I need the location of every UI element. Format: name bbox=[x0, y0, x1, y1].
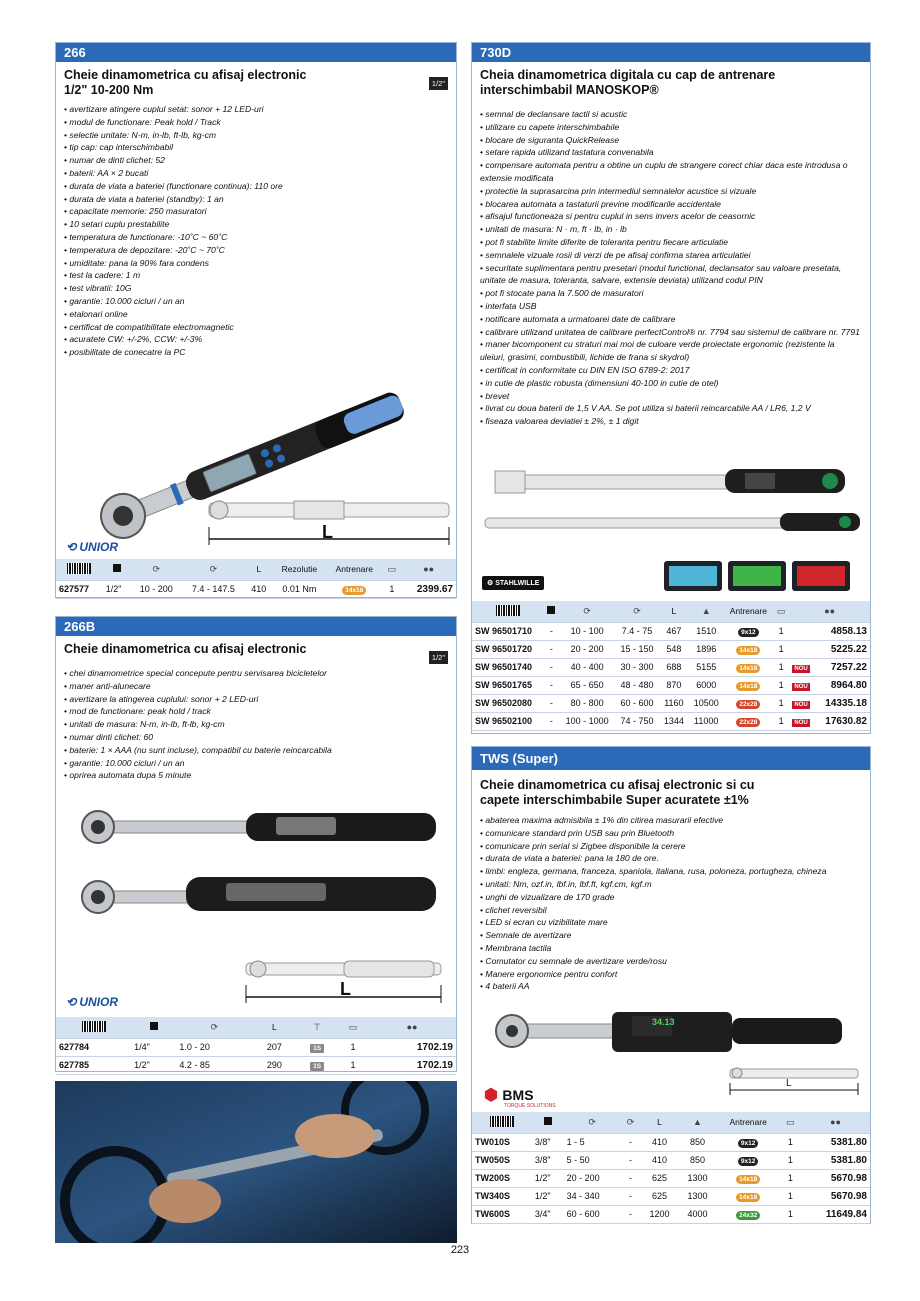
col-length: L bbox=[252, 1017, 296, 1038]
display-variants bbox=[664, 561, 850, 591]
feature-item: • unitati: Nm, ozf.in, lbf.in, lbf.ft, kgf.cm, kgf.m bbox=[480, 878, 862, 891]
feature-item: • numar dinti clichet: 60 bbox=[64, 731, 448, 744]
table-row: SW 96501710 - 10 - 100 7.4 - 75 467 1510 9x12 1 4858.13 bbox=[472, 622, 870, 640]
table-row: SW 96501740 - 40 - 400 30 - 300 688 5155 14x18 1 NOU 7257.22 bbox=[472, 658, 870, 676]
spec-table bbox=[56, 1017, 456, 1075]
coins-icon: ●● bbox=[789, 601, 870, 622]
feature-item: • etalonari online bbox=[64, 308, 448, 321]
package-icon: ▭ bbox=[382, 559, 401, 580]
feature-item: • chei dinamometrice special concepute pentru servisarea bicicletelor bbox=[64, 667, 448, 680]
feature-item: • brevet bbox=[480, 390, 862, 403]
dimension-label: L bbox=[322, 522, 333, 542]
feature-item: • 4 baterii AA bbox=[480, 980, 862, 993]
table-row: TW050S 3/8" 5 - 50 - 410 850 9x12 1 5381.80 bbox=[472, 1151, 870, 1169]
brand-logo-unior: ⟲ UNIOR bbox=[66, 995, 119, 1009]
spec-table bbox=[472, 1112, 870, 1224]
feature-item: • Comutator cu semnale de avertizare verde/rosu bbox=[480, 955, 862, 968]
coins-icon: ●● bbox=[801, 1112, 870, 1133]
feature-item: • unghi de vizualizare de 170 grade bbox=[480, 891, 862, 904]
torque-wrench-image bbox=[492, 1002, 862, 1062]
feature-item: • blocarea automata a tastaturii previne modificarile accidentale bbox=[480, 198, 862, 211]
feature-item: • comunicare prin serial si Zigbee disponibile la cerere bbox=[480, 840, 862, 853]
feature-item: • LED si ecran cu vizibilitate mare bbox=[480, 916, 862, 929]
torque-range-icon: ⟳ bbox=[621, 1112, 641, 1133]
torque-range-icon: ⟳ bbox=[564, 1112, 621, 1133]
feature-item: • oprirea automata dupa 5 minute bbox=[64, 769, 448, 782]
red-display-icon bbox=[792, 561, 850, 591]
feature-item: • utilizare cu capete interschimbabile bbox=[480, 121, 862, 134]
drive-square-icon bbox=[532, 1112, 564, 1133]
feature-item: • clichet reversibil bbox=[480, 904, 862, 917]
new-badge: NOU bbox=[794, 719, 808, 726]
dimension-label: L bbox=[340, 979, 351, 999]
table-row: TW200S 1/2" 20 - 200 - 625 1300 14x18 1 5670.98 bbox=[472, 1169, 870, 1187]
bms-hexagon-icon: ⬢ bbox=[484, 1087, 498, 1104]
col-resolution: Rezolutie bbox=[272, 559, 326, 580]
col-drive: Antrenare bbox=[717, 1112, 780, 1133]
feature-item: • pot fi stabilite limite diferite de toleranta pentru fiecare articulatie bbox=[480, 236, 862, 249]
product-title: Cheia dinamometrica digitala cu cap de antrenare interschimbabil MANOSKOP® bbox=[480, 68, 776, 97]
feature-item: • test la cadere: 1 m bbox=[64, 269, 448, 282]
table-header bbox=[56, 1017, 456, 1038]
feature-item: • comunicare standard prin USB sau prin Bluetooth bbox=[480, 827, 862, 840]
feature-item: • calibrare utilizand unitatea de calibrare perfectControl® nr. 7794 sau sistemul de calibrare nr. 7791 bbox=[480, 326, 862, 339]
table-row: SW 96502100 - 100 - 1000 74 - 750 1344 11000 22x28 1 NOU 17630.82 bbox=[472, 712, 870, 730]
drive-chip: 14x18 bbox=[342, 586, 366, 595]
barcode-icon bbox=[56, 1017, 131, 1038]
feature-item: • limbi: engleza, germana, franceza, spaniola, italiana, rusa, poloneza, portugheza, chineza bbox=[480, 865, 862, 878]
feature-item: • maner bicomponent cu straturi mai moi de culoare verde proiectate ergonomic (rezistente la uleiuri, grasimi, combustibili, lichide de frana si skydrol) bbox=[480, 338, 862, 364]
feature-item: • protectie la suprasarcina prin intermediul semnalelor acustice si vizuale bbox=[480, 185, 862, 198]
feature-item: • certificat in conformitate cu DIN EN ISO 6789-2: 2017 bbox=[480, 364, 862, 377]
product-title: Cheie dinamometrica cu afisaj electronic si cu capete interschimbabile Super acuratete ±1% bbox=[480, 778, 755, 807]
package-icon: ▭ bbox=[338, 1017, 368, 1038]
torque-range-icon: ⟳ bbox=[131, 559, 182, 580]
feature-item: • setare rapida utilizand tastatura convenabila bbox=[480, 146, 862, 159]
feature-list bbox=[56, 657, 456, 782]
feature-item: • umiditate: pana la 90% fara condens bbox=[64, 257, 448, 270]
page-number: 223 bbox=[450, 1244, 470, 1256]
feature-item: • tip cap: cap interschimbabil bbox=[64, 141, 448, 154]
feature-item: • abaterea maxima admisibila ± 1% din citirea masurarii efective bbox=[480, 814, 862, 827]
drive-chip: 9x12 bbox=[738, 628, 758, 637]
feature-item: • posibilitate de conecatre la PC bbox=[64, 346, 448, 359]
feature-item: • pot fi stocate pana la 7.500 de masuratori bbox=[480, 287, 862, 300]
feature-item: • interfata USB bbox=[480, 300, 862, 313]
spec-table bbox=[472, 601, 870, 731]
col-drive: Antrenare bbox=[326, 559, 382, 580]
feature-item: • unitati de masura: N-m, in-lb, ft-lb, kg-cm bbox=[64, 718, 448, 731]
torque-range-icon: ⟳ bbox=[559, 601, 615, 622]
table-body bbox=[472, 622, 870, 730]
dimension-label: L bbox=[786, 1078, 792, 1089]
feature-item: • securitate suplimentara pentru presetari (modul functional, declansator sau valoare presetata, unitate de masura, toleranta, salvare, extensie deviata) utilizand codul PIN bbox=[480, 262, 862, 288]
new-badge: NOU bbox=[794, 683, 808, 690]
section-code: 266B bbox=[56, 617, 456, 636]
torque-range-icon: ⟳ bbox=[176, 1017, 252, 1038]
feature-item: • selectie unitate: N-m, in-lb, ft-lb, kg-cm bbox=[64, 129, 448, 142]
drive-size-badge: 1/2" bbox=[429, 77, 448, 90]
table-row: TW010S 3/8" 1 - 5 - 410 850 9x12 1 5381.80 bbox=[472, 1133, 870, 1151]
feature-item: • Semnale de avertizare bbox=[480, 929, 862, 942]
torque-wrench-image bbox=[76, 805, 446, 945]
feature-item: • acuratete CW: +/-2%, CCW: +/-3% bbox=[64, 333, 448, 346]
drive-chip: 22x28 bbox=[736, 718, 760, 727]
weight-icon: ▲ bbox=[689, 601, 724, 622]
coins-icon: ●● bbox=[368, 1017, 456, 1038]
table-body bbox=[472, 1133, 870, 1223]
table-row: 627577 1/2" 10 - 200 7.4 - 147.5 410 0.01 Nm 14x18 1 2399.67 bbox=[56, 580, 456, 598]
feature-item: • maner anti-alunecare bbox=[64, 680, 448, 693]
coins-icon: ●● bbox=[401, 559, 456, 580]
feature-item: • avertizare la atingerea cuplului: sonor + 2 LED-uri bbox=[64, 693, 448, 706]
drive-square-icon bbox=[543, 601, 559, 622]
green-display-icon bbox=[728, 561, 786, 591]
brand-logo-bms: ⬢ BMS TORQUE SOLUTIONS bbox=[484, 1087, 556, 1109]
drive-chip: 14x18 bbox=[736, 1175, 760, 1184]
drive-square-icon bbox=[131, 1017, 176, 1038]
col-length: L bbox=[245, 559, 272, 580]
drive-chip: 24x32 bbox=[736, 1211, 760, 1220]
bicycle-service-photo bbox=[55, 1081, 457, 1243]
feature-item: • 10 setari cuplu prestabilite bbox=[64, 218, 448, 231]
drive-chip: 9x12 bbox=[738, 1139, 758, 1148]
drive-size-badge: 1/2" bbox=[429, 651, 448, 664]
table-header bbox=[472, 601, 870, 622]
feature-item: • test vibratii: 10G bbox=[64, 282, 448, 295]
spec-table bbox=[56, 559, 456, 599]
brand-logo-unior: ⟲ UNIOR bbox=[66, 540, 119, 554]
feature-item: • compensare automata pentru a obtine un cuplu de strangere corect chiar daca este introdusa o extensie modificata bbox=[480, 159, 862, 185]
dimension-drawing bbox=[728, 1065, 860, 1099]
feature-item: • semnal de declansare tactil si acustic bbox=[480, 108, 862, 121]
package-icon: ▭ bbox=[773, 601, 789, 622]
feature-item: • baterie: 1 × AAA (nu sunt incluse), compatibil cu baterie reincarcabila bbox=[64, 744, 448, 757]
drive-chip: 9x12 bbox=[738, 1157, 758, 1166]
section-code: TWS (Super) bbox=[472, 747, 870, 770]
feature-item: • fiseaza valoarea deviatiei ± 2%, ± 1 digit bbox=[480, 415, 862, 428]
col-drive: Antrenare bbox=[724, 601, 773, 622]
table-row: TW600S 3/4" 60 - 600 - 1200 4000 24x32 1 11649.84 bbox=[472, 1205, 870, 1223]
drive-chip: 22x28 bbox=[736, 700, 760, 709]
drive-chip: 14x18 bbox=[736, 1193, 760, 1202]
feature-item: • certificat de compatibilitate electromagnetic bbox=[64, 321, 448, 334]
table-row: 627785 1/2" 4.2 - 85 290 1S 1 1702.19 bbox=[56, 1056, 456, 1074]
table-row: TW340S 1/2" 34 - 340 - 625 1300 14x18 1 5670.98 bbox=[472, 1187, 870, 1205]
feature-item: • garantie: 10.000 cicluri / un an bbox=[64, 295, 448, 308]
torque-range-icon: ⟳ bbox=[615, 601, 659, 622]
weight-icon: ▲ bbox=[678, 1112, 716, 1133]
table-row: 627784 1/4" 1.0 - 20 207 1S 1 1702.19 bbox=[56, 1038, 456, 1056]
feature-item: • Manere ergonomice pentru confort bbox=[480, 968, 862, 981]
product-title: Cheie dinamometrica cu afisaj electronic bbox=[64, 642, 307, 656]
table-row: SW 96501720 - 20 - 200 15 - 150 548 1896 14x18 1 5225.22 bbox=[472, 640, 870, 658]
feature-item: • numar de dinti clichet: 52 bbox=[64, 154, 448, 167]
feature-item: • avertizare atingere cuplul setat: sonor + 12 LED-uri bbox=[64, 103, 448, 116]
drive-chip: 14x18 bbox=[736, 682, 760, 691]
drive-chip: 14x18 bbox=[736, 646, 760, 655]
new-badge: NOU bbox=[794, 701, 808, 708]
drive-chip: 14x18 bbox=[736, 664, 760, 673]
feature-item: • afisajul functioneaza si pentru cuplul in sens invers acelor de ceasornic bbox=[480, 210, 862, 223]
drive-square-icon bbox=[103, 559, 131, 580]
product-266-panel bbox=[55, 42, 457, 598]
product-266b-panel bbox=[55, 616, 457, 1072]
feature-item: • in cutie de plastic robusta (dimensiuni 40-100 in cutie de otel) bbox=[480, 377, 862, 390]
section-code: 730D bbox=[472, 43, 870, 62]
feature-item: • capacitate memorie: 250 masuratori bbox=[64, 205, 448, 218]
blue-display-icon bbox=[664, 561, 722, 591]
table-row: SW 96501765 - 65 - 650 48 - 480 870 6000 14x18 1 NOU 8964.80 bbox=[472, 676, 870, 694]
table-header bbox=[56, 559, 456, 580]
barcode-icon bbox=[56, 559, 103, 580]
barcode-icon bbox=[472, 1112, 532, 1133]
col-length: L bbox=[640, 1112, 678, 1133]
brand-logo-stahlwille: ⚙ STAHLWILLE bbox=[482, 576, 544, 590]
feature-item: • durata de viata a bateriei (standby): 1 an bbox=[64, 193, 448, 206]
barcode-icon bbox=[472, 601, 543, 622]
table-row: SW 96502080 - 80 - 800 60 - 600 1160 10500 22x28 1 NOU 14335.18 bbox=[472, 694, 870, 712]
feature-item: • modul de functionare: Peak hold / Track bbox=[64, 116, 448, 129]
tag-icon: ⊤ bbox=[296, 1017, 338, 1038]
feature-item: • durata de viata a bateriei (functionare continua): 110 ore bbox=[64, 180, 448, 193]
torque-range-icon: ⟳ bbox=[182, 559, 246, 580]
table-header bbox=[472, 1112, 870, 1133]
product-tws-panel bbox=[471, 746, 871, 1224]
feature-item: • durata de viata a bateriei: pana la 180 de ore. bbox=[480, 852, 862, 865]
torque-wrench-image bbox=[480, 463, 870, 543]
feature-item: • baterii: AA × 2 bucati bbox=[64, 167, 448, 180]
section-code: 266 bbox=[56, 43, 456, 62]
feature-item: • mod de functionare: peak hold / track bbox=[64, 705, 448, 718]
feature-item: • unitati de masura: N · m, ft · lb, in · lb bbox=[480, 223, 862, 236]
feature-item: • livrat cu doua baterii de 1,5 V AA. Se pot utiliza si baterii reincarcabile AA / LR6, 1,2 V bbox=[480, 402, 862, 415]
feature-item: • temperatura de functionare: -10˚C ~ 60˚C bbox=[64, 231, 448, 244]
feature-list bbox=[472, 98, 870, 428]
display-readout: 34.13 bbox=[652, 1017, 675, 1027]
feature-item: • garantie: 10.000 cicluri / un an bbox=[64, 757, 448, 770]
package-icon: ▭ bbox=[780, 1112, 801, 1133]
feature-item: • temperatura de depozitare: -20˚C ~ 70˚C bbox=[64, 244, 448, 257]
feature-item: • semnalele vizuale rosii di verzi de pe afisaj confirma starea articulatiei bbox=[480, 249, 862, 262]
feature-item: • Membrana tactila bbox=[480, 942, 862, 955]
feature-list bbox=[472, 808, 870, 993]
feature-item: • notificare automata a urmatoarei date de calibrare bbox=[480, 313, 862, 326]
product-730d-panel bbox=[471, 42, 871, 734]
col-length: L bbox=[659, 601, 689, 622]
new-badge: NOU bbox=[794, 665, 808, 672]
feature-list bbox=[56, 98, 456, 359]
product-title: Cheie dinamometrica cu afisaj electronic 1/2" 10-200 Nm bbox=[64, 68, 307, 97]
feature-item: • blocare de siguranta QuickRelease bbox=[480, 134, 862, 147]
